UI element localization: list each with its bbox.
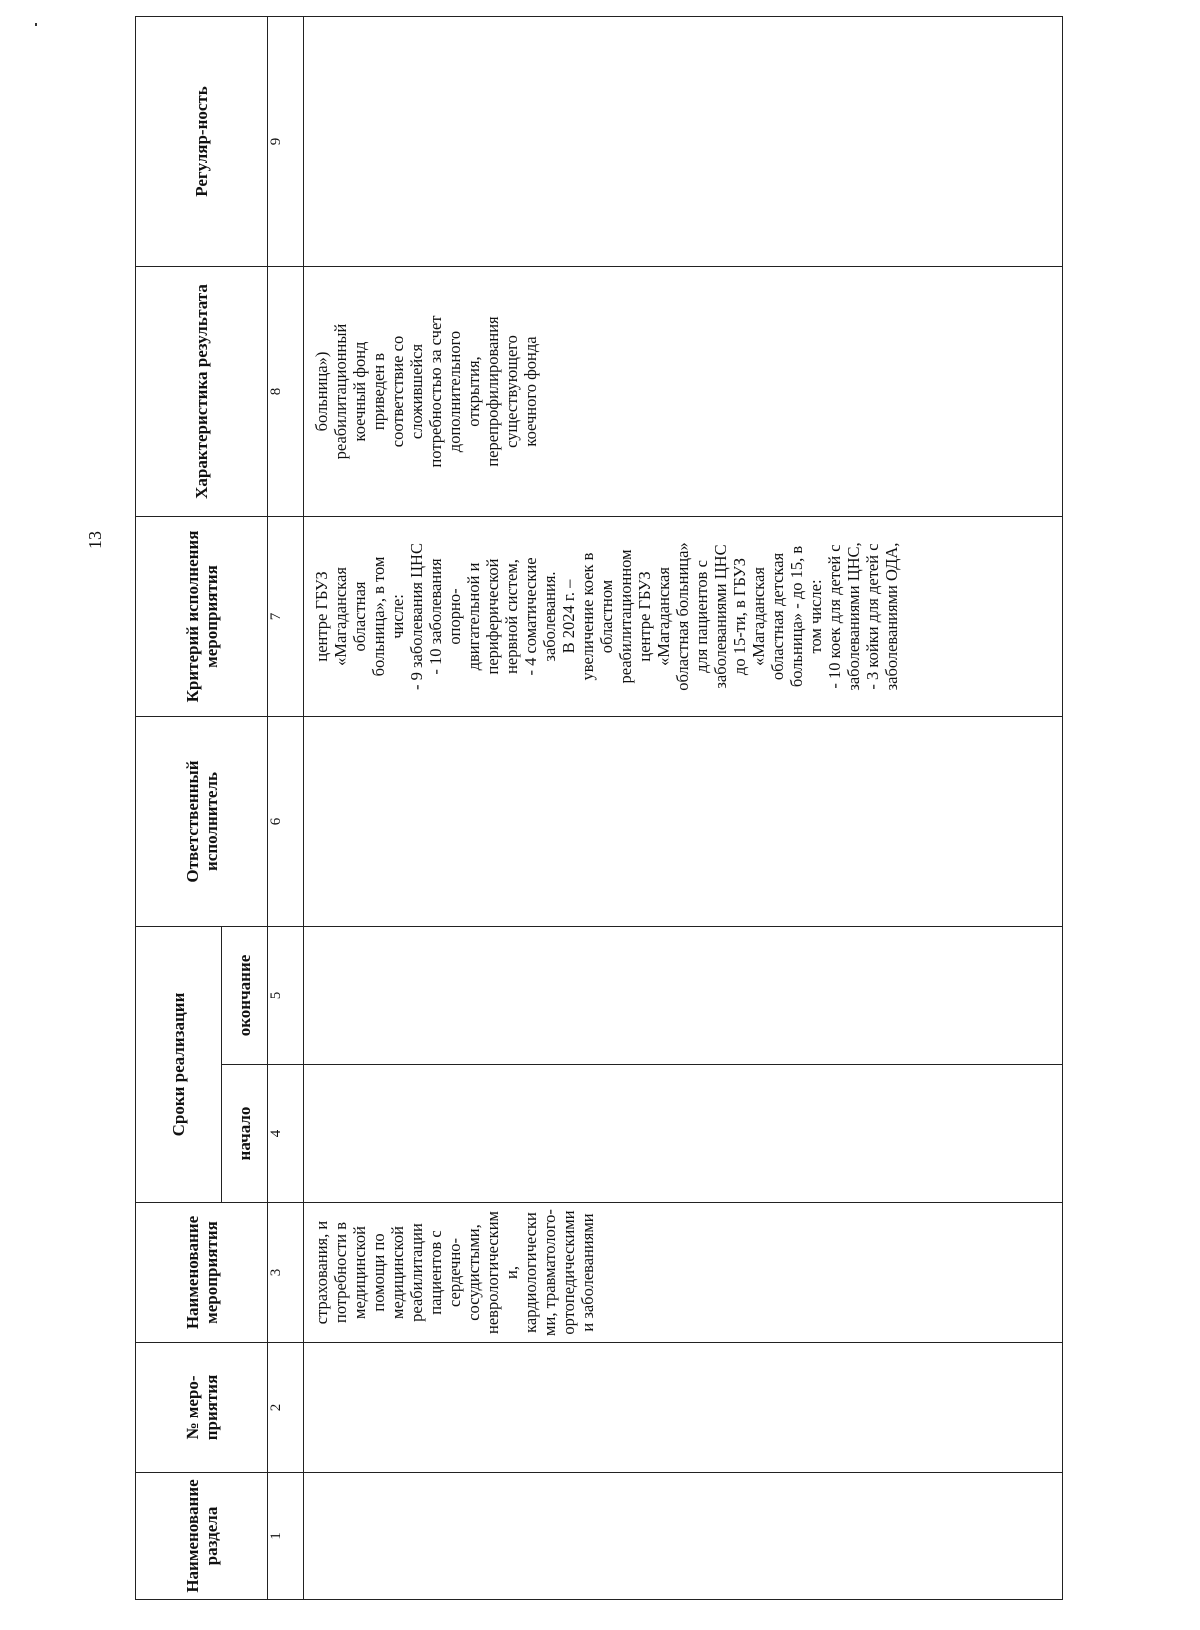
column-number: 2 [268, 1343, 304, 1473]
rotated-table-sheet [85, 17, 1075, 1600]
scan-speck [35, 23, 37, 26]
header-section-name: Наименование раздела [136, 1473, 268, 1600]
data-row [304, 17, 1063, 1600]
cell-end [304, 927, 1063, 1065]
column-number-row [268, 17, 304, 1600]
column-number: 9 [268, 17, 304, 267]
cell-criterion [304, 517, 1063, 717]
header-criterion: Критерий исполнения мероприятия [136, 517, 268, 717]
cell-result [304, 267, 1063, 517]
header-row [136, 17, 222, 1600]
cell-event-name [304, 1203, 1063, 1343]
cell-regularity [304, 17, 1063, 267]
event-name-text: страхования, и потребности в медицинской помощи по медицинской реабилитации пациентов с сердечно- сосудистыми, неврологическим и, кардиологически ми, травматолого- ортопедическими и заболеваниями [312, 1209, 597, 1336]
column-number: 7 [268, 517, 304, 717]
column-number: 1 [268, 1473, 304, 1600]
header-result: Характеристика результата [136, 267, 268, 517]
criterion-text: центре ГБУЗ «Магаданская областная больница», в том числе: - 9 заболевания ЦНС - 10 заболевания опорно- двигательной и периферической нервной систем, - 4 соматические заболевания. В 2024 г. – увеличение коек в областном реабилитационном центре ГБУЗ «Магаданская областная больница» для пациентов с заболеваниями ЦНС до 15-ти, в ГБУЗ «Магаданская областная детская больница» - до 15, в том числе: - 10 коек для детей с заболеваниями ЦНС, - 3 койки для детей с заболеваниями ОДА, [312, 542, 901, 691]
column-number: 4 [268, 1065, 304, 1203]
header-implementation-terms: Сроки реализации [136, 927, 222, 1203]
result-text: больница») реабилитационный коечный фонд приведен в соответствие со сложившейся потребностью за счет дополнительного открытия, перепрофилирования существующего коечного фонда [312, 315, 540, 468]
cell-event-number [304, 1343, 1063, 1473]
column-number: 5 [268, 927, 304, 1065]
header-regularity: Регуляр-ность [136, 17, 268, 267]
header-event-number: № меро-приятия [136, 1343, 268, 1473]
cell-section-name [304, 1473, 1063, 1600]
cell-responsible [304, 717, 1063, 927]
header-start: начало [222, 1065, 268, 1203]
page-number: 13 [85, 531, 105, 549]
cell-start [304, 1065, 1063, 1203]
column-number: 6 [268, 717, 304, 927]
column-number: 3 [268, 1203, 304, 1343]
header-responsible: Ответственный исполнитель [136, 717, 268, 927]
column-number: 8 [268, 267, 304, 517]
plan-table [135, 16, 1063, 1600]
header-end: окончание [222, 927, 268, 1065]
header-event-name: Наименование мероприятия [136, 1203, 268, 1343]
